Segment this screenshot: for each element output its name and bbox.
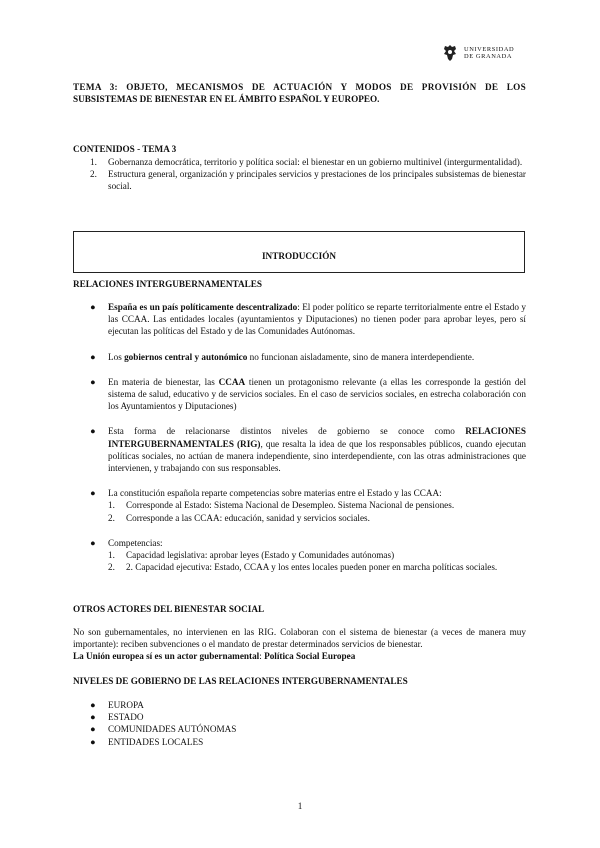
otros-heading: OTROS ACTORES DEL BIENESTAR SOCIAL [73, 604, 265, 614]
list-item: 1. Capacidad legislativa: aprobar leyes (Estado y Comunidades autónomas) [108, 550, 395, 561]
page-number: 1 [297, 801, 303, 811]
logo-line-1: UNIVERSIDAD [464, 45, 515, 53]
niveles-heading: NIVELES DE GOBIERNO DE LAS RELACIONES INTERGUBERNAMENTALES [73, 676, 408, 686]
bullet-icon: ● [90, 736, 96, 747]
contenidos-heading: CONTENIDOS - TEMA 3 [73, 144, 177, 154]
bullet-icon: ● [90, 724, 96, 735]
intro-heading: INTRODUCCIÓN [261, 251, 337, 261]
list-item: 2. 2. Capacidad ejecutiva: Estado, CCAA y los entes locales pueden poner en marcha políticas sociales. [108, 562, 498, 573]
bullet-icon: ● [90, 488, 96, 499]
list-item: 2. Estructura general, organización y principales servicios y prestaciones de los principales subsistemas de bienestar social. [90, 169, 526, 192]
list-item: ● Los gobiernos central y autonómico no funcionan aisladamente, sino de manera interdependiente. [90, 351, 475, 362]
list-item: 1. Gobernanza democrática, territorio y política social: el bienestar en un gobierno multinivel (intergurmentalidad). [90, 157, 523, 167]
bullet-icon: ● [90, 712, 96, 723]
relaciones-heading: RELACIONES INTERGUBERNAMENTALES [73, 279, 262, 289]
list-item: ● EUROPA [90, 700, 144, 710]
bullet-icon: ● [90, 302, 96, 312]
list-item: 1. Corresponde al Estado: Sistema Nacional de Desempleo. Sistema Nacional de pensiones. [108, 500, 455, 511]
list-item: ● ENTIDADES LOCALES [90, 736, 204, 747]
intro-box [73, 231, 525, 273]
bullet-icon: ● [90, 537, 96, 548]
list-item: ● La constitución española reparte competencias sobre materias entre el Estado y las CCAA: [90, 488, 442, 499]
list-item: ● España es un país políticamente descentralizado: El poder político se reparte territorialmente entre el Estado y las CCAA. Las entidades locales (ayuntamientos y Diputaciones) no tienen poder para aprobar leyes, pero sí ejecutan las políticas del Estado y de las Comunidades Autónomas. [90, 302, 526, 337]
relaciones-bullets [90, 301, 526, 573]
contenidos-list [90, 156, 526, 193]
list-item: 2. Corresponde a las CCAA: educación, sanidad y servicios sociales. [108, 512, 370, 523]
bullet-icon: ● [90, 351, 96, 362]
title-line-1: TEMA 3: OBJETO, MECANISMOS DE ACTUACIÓN Y MODOS DE PROVISIÓN DE LOS [73, 82, 526, 92]
list-item: ● En materia de bienestar, las CCAA tienen un protagonismo relevante (a ellas les corresponde la gestión del sistema de salud, educativo y de servicios sociales. En el caso de servicios sociales, en estrecha colaboración con los Ayuntamientos y Diputaciones) [90, 376, 527, 412]
university-crest-icon [442, 44, 458, 62]
list-item: ● Competencias: [90, 537, 163, 548]
bullet-icon: ● [90, 426, 96, 437]
bullet-icon: ● [90, 700, 96, 710]
niveles-list [90, 699, 236, 748]
university-logo [442, 44, 514, 62]
document-title [73, 81, 526, 105]
logo-line-2: DE GRANADA [464, 53, 513, 60]
list-item: ● COMUNIDADES AUTÓNOMAS [90, 724, 237, 735]
otros-paragraph: No son gubernamentales, no intervienen en las RIG. Colaboran con el sistema de bienestar (a veces de manera muy importante): reciben subvenciones o el mandato de prestar determinados servicios de bienestar. La Unión europea sí es un actor gubernamental: Política Social Europea [73, 627, 526, 662]
list-item: ● Esta forma de relacionarse distintos niveles de gobierno se conoce como RELACIONES INTERGUBERNAMENTALES (RIG), que resalta la idea de que los responsables públicos, cuando ejecutan políticas sociales, no actúan de manera independiente, sino interdependiente, con las otras administraciones que intervienen, y trabajando con sus responsables. [90, 426, 526, 474]
bullet-icon: ● [90, 376, 96, 387]
title-line-2: SUBSISTEMAS DE BIENESTAR EN EL ÁMBITO ESPAÑOL Y EUROPEO. [73, 94, 380, 105]
list-item: ● ESTADO [90, 712, 144, 723]
